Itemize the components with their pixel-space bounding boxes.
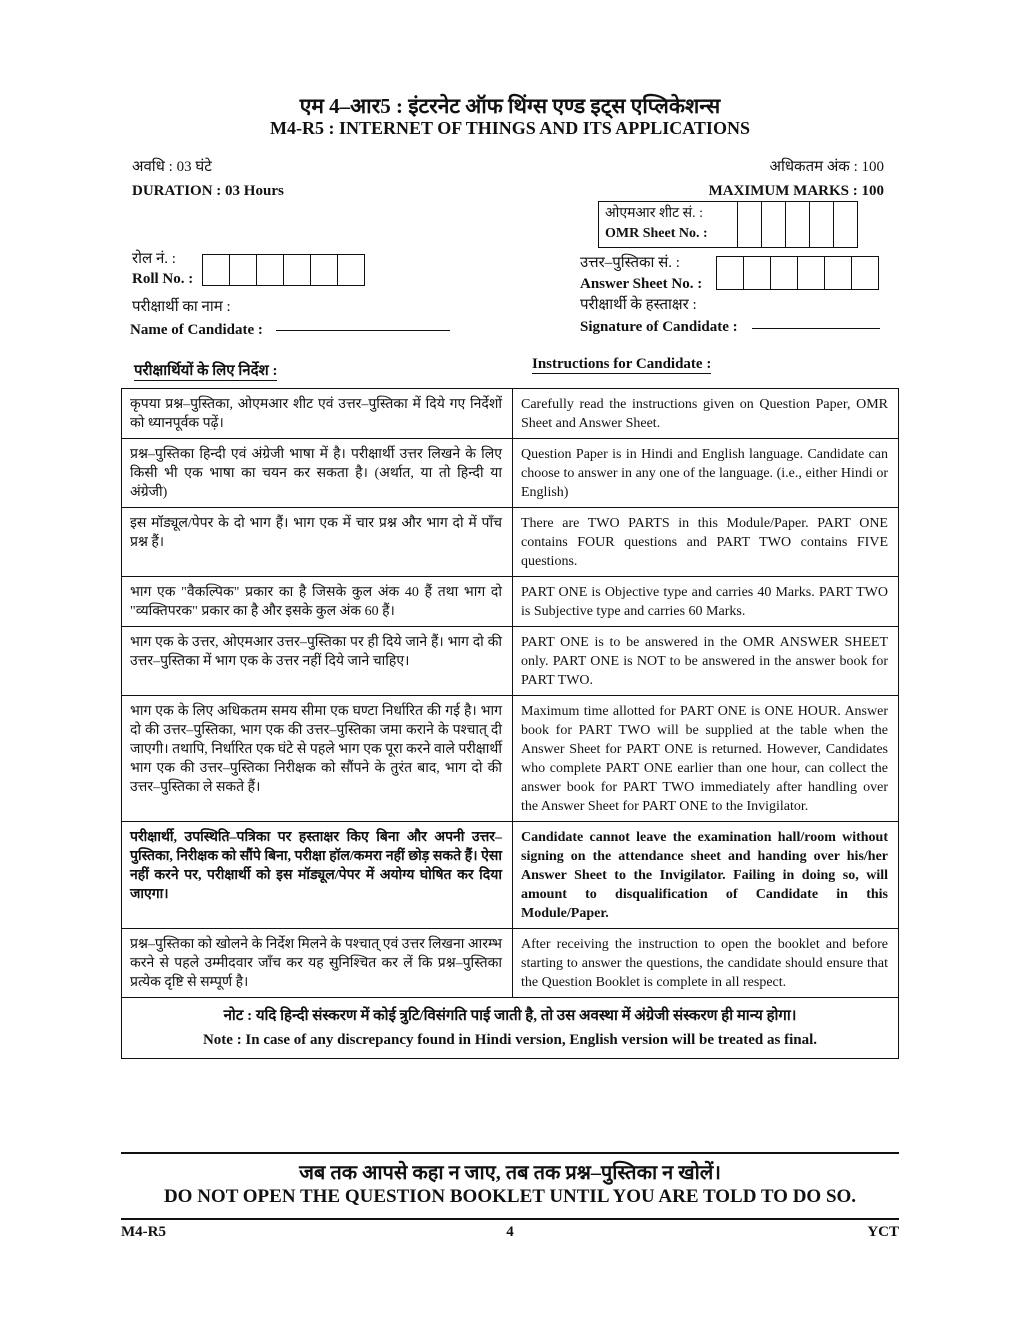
- table-row: [122, 439, 899, 508]
- max-marks-hindi: अधिकतम अंक : 100: [769, 159, 884, 175]
- table-row: [122, 389, 899, 439]
- max-marks-english: MAXIMUM MARKS : 100: [708, 183, 884, 199]
- table-row: [122, 822, 899, 929]
- footer-paper-code: M4-R5: [121, 1224, 166, 1240]
- omr-digit-box[interactable]: [834, 202, 857, 247]
- instruction-english: Carefully read the instructions given on Question Paper, OMR Sheet and Answer Sheet.: [513, 389, 899, 439]
- omr-label-english: OMR Sheet No. :: [605, 226, 708, 241]
- instruction-hindi: भाग एक के लिए अधिकतम समय सीमा एक घण्टा निर्धारित की गई है। भाग दो की उत्तर–पुस्तिका, भाग एक की उत्तर–पुस्तिका जमा कराने के पश्चात् दी जाएगी। तथापि, निर्धारित एक घंटे से पहले भाग एक पूरा करने वाले परीक्षार्थी भाग एक की उत्तर–पुस्तिका निरीक्षक को सौंपने के तुरंत बाद, भाग दो की उत्तर–पुस्तिका ले सकते हैं।: [122, 696, 513, 822]
- page-number: 4: [506, 1224, 514, 1240]
- name-label-english: Name of Candidate :: [130, 322, 263, 338]
- answer-digit-box[interactable]: [717, 257, 744, 289]
- table-row: [122, 627, 899, 696]
- signature-label-hindi: परीक्षार्थी के हस्ताक्षर :: [580, 297, 697, 313]
- omr-label: [599, 202, 738, 247]
- divider: [121, 1218, 899, 1220]
- roll-label-hindi: रोल नं. :: [132, 251, 176, 267]
- answer-sheet-label-english: Answer Sheet No. :: [580, 276, 703, 292]
- footer-publisher: YCT: [867, 1224, 899, 1240]
- instruction-english: PART ONE is to be answered in the OMR ANSWER SHEET only. PART ONE is NOT to be answered in the answer book for PART TWO.: [513, 627, 899, 696]
- title-hindi: एम 4–आर5 : इंटरनेट ऑफ थिंग्स एण्ड इट्स एप्लिकेशन्स: [299, 94, 721, 118]
- omr-sheet-number-field[interactable]: [598, 201, 858, 248]
- answer-sheet-number-field[interactable]: [716, 256, 879, 290]
- instruction-english: Question Paper is in Hindi and English language. Candidate can choose to answer in any one of the language. (i.e., either Hindi or English): [513, 439, 899, 508]
- instruction-english: PART ONE is Objective type and carries 40 Marks. PART TWO is Subjective type and carries 60 Marks.: [513, 577, 899, 627]
- table-row: [122, 577, 899, 627]
- signature-label-english: Signature of Candidate :: [580, 319, 738, 335]
- roll-digit-box[interactable]: [338, 255, 365, 285]
- instruction-hindi: प्रश्न–पुस्तिका हिन्दी एवं अंग्रेजी भाषा में है। परीक्षार्थी उत्तर लिखने के लिए किसी भी एक भाषा का चयन कर सकता है। (अर्थात, या तो हिन्दी या अंग्रेजी): [122, 439, 513, 508]
- table-row: [122, 508, 899, 577]
- answer-digit-box[interactable]: [771, 257, 798, 289]
- roll-digit-box[interactable]: [203, 255, 230, 285]
- answer-digit-box[interactable]: [798, 257, 825, 289]
- roll-digit-box[interactable]: [230, 255, 257, 285]
- duration-hindi: अवधि : 03 घंटे: [132, 159, 212, 175]
- roll-digit-box[interactable]: [257, 255, 284, 285]
- roll-number-field[interactable]: [202, 254, 365, 286]
- instructions-heading-hindi: परीक्षार्थियों के लिए निर्देश :: [134, 360, 277, 381]
- omr-digit-box[interactable]: [810, 202, 834, 247]
- instruction-english: Maximum time allotted for PART ONE is ONE HOUR. Answer book for PART TWO will be supplied at the table when the Answer Sheet for PART ONE is returned. However, Candidates who complete PART ONE earlier than one hour, can collect the answer book for PART TWO immediately after handling over the Answer Sheet for PART ONE to the Invigilator.: [513, 696, 899, 822]
- instruction-hindi: प्रश्न–पुस्तिका को खोलने के निर्देश मिलने के पश्चात् एवं उत्तर लिखना आरम्भ करने से पहले उम्मीदवार जाँच कर यह सुनिश्चित कर लें कि प्रश्न–पुस्तिका प्रत्येक दृष्टि से सम्पूर्ण है।: [122, 929, 513, 998]
- roll-digit-box[interactable]: [284, 255, 311, 285]
- instruction-hindi: इस मॉड्यूल/पेपर के दो भाग हैं। भाग एक में चार प्रश्न और भाग दो में पाँच प्रश्न हैं।: [122, 508, 513, 577]
- instruction-hindi: भाग एक के उत्तर, ओएमआर उत्तर–पुस्तिका पर ही दिये जाने हैं। भाग दो की उत्तर–पुस्तिका में भाग एक के उत्तर नहीं दिये जाने चाहिए।: [122, 627, 513, 696]
- table-row: [122, 929, 899, 998]
- instruction-english: After receiving the instruction to open the booklet and before starting to answer the questions, the candidate should ensure that the Question Booklet is complete in all respect.: [513, 929, 899, 998]
- table-row: [122, 998, 899, 1059]
- title-english: M4-R5 : INTERNET OF THINGS AND ITS APPLICATIONS: [270, 118, 750, 138]
- table-row: [122, 696, 899, 822]
- note-cell: [122, 998, 899, 1059]
- warning-hindi: जब तक आपसे कहा न जाए, तब तक प्रश्न–पुस्तिका न खोलें।: [299, 1162, 721, 1184]
- answer-sheet-label-hindi: उत्तर–पुस्तिका सं. :: [580, 255, 680, 271]
- name-input-line[interactable]: [276, 318, 450, 331]
- instruction-english: Candidate cannot leave the examination hall/room without signing on the attendance sheet and handing over his/her Answer Sheet to the Invigilator. Failing in doing so, will amount to disqualification of Candidate in this Module/Paper.: [513, 822, 899, 929]
- note-hindi: नोट : यदि हिन्दी संस्करण में कोई त्रुटि/विसंगति पाई जाती है, तो उस अवस्था में अंग्रेजी संस्करण ही मान्य होगा।: [223, 1008, 797, 1024]
- duration-english: DURATION : 03 Hours: [132, 183, 284, 199]
- omr-label-hindi: ओएमआर शीट सं. :: [605, 206, 704, 221]
- instruction-english: There are TWO PARTS in this Module/Paper. PART ONE contains FOUR questions and PART TWO contains FIVE questions.: [513, 508, 899, 577]
- instructions-table: [121, 388, 899, 1059]
- note-english: Note : In case of any discrepancy found in Hindi version, English version will be treated as final.: [202, 1032, 818, 1048]
- answer-digit-box[interactable]: [744, 257, 771, 289]
- signature-input-line[interactable]: [752, 316, 880, 329]
- warning-english: DO NOT OPEN THE QUESTION BOOKLET UNTIL YOU ARE TOLD TO DO SO.: [163, 1186, 857, 1207]
- omr-digit-box[interactable]: [762, 202, 786, 247]
- name-label-hindi: परीक्षार्थी का नाम :: [132, 299, 231, 315]
- instructions-heading-english: Instructions for Candidate :: [532, 356, 712, 372]
- instruction-hindi: भाग एक "वैकल्पिक" प्रकार का है जिसके कुल अंक 40 हैं तथा भाग दो "व्यक्तिपरक" प्रकार का है और इसके कुल अंक 60 हैं।: [122, 577, 513, 627]
- instruction-hindi: परीक्षार्थी, उपस्थिति–पत्रिका पर हस्ताक्षर किए बिना और अपनी उत्तर–पुस्तिका, निरीक्षक को सौंपे बिना, परीक्षा हॉल/कमरा नहीं छोड़ सकते हैं। ऐसा नहीं करने पर, परीक्षार्थी को इस मॉड्यूल/पेपर में अयोग्य घोषित कर दिया जाएगा।: [122, 822, 513, 929]
- answer-digit-box[interactable]: [852, 257, 879, 289]
- instruction-hindi: कृपया प्रश्न–पुस्तिका, ओएमआर शीट एवं उत्तर–पुस्तिका में दिये गए निर्देशों को ध्यानपूर्वक पढ़ें।: [122, 389, 513, 439]
- omr-digit-box[interactable]: [738, 202, 762, 247]
- divider: [121, 1152, 899, 1154]
- roll-label-english: Roll No. :: [132, 271, 194, 287]
- answer-digit-box[interactable]: [825, 257, 852, 289]
- roll-digit-box[interactable]: [311, 255, 338, 285]
- omr-digit-box[interactable]: [786, 202, 810, 247]
